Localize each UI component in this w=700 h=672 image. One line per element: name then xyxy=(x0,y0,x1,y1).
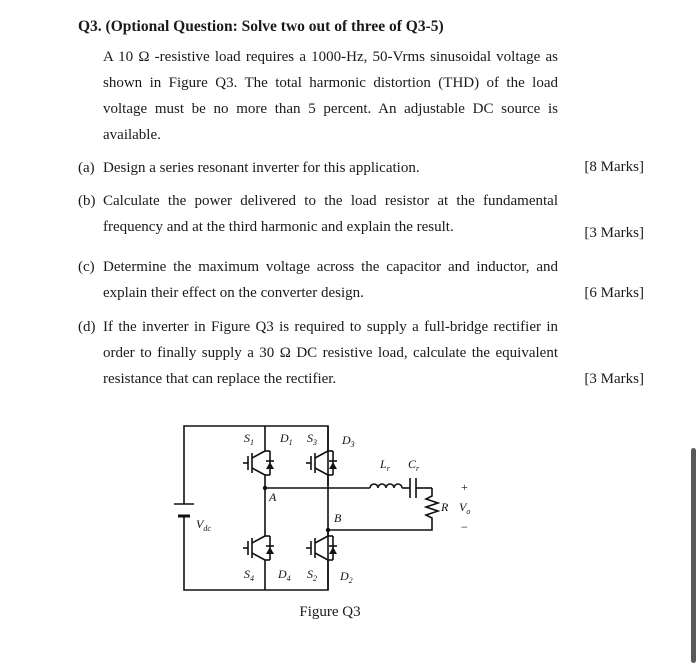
label-node-b: B xyxy=(334,511,342,525)
node-b-dot xyxy=(326,528,330,532)
label-lr: $L_r$ xyxy=(380,457,390,473)
scrollbar[interactable] xyxy=(691,448,696,663)
part-text: If the inverter in Figure Q3 is required to supply a full-bridge rectifier in order to finally supply a 30 Ω DC resistive load, calculate the equivalent resistance that can replace the rectifier. xyxy=(103,319,558,387)
part-label: (c) xyxy=(78,259,95,275)
part-a xyxy=(78,155,558,181)
marks-c: [6 Marks] xyxy=(584,285,644,301)
label-s3: $S_3$ xyxy=(307,431,317,447)
switch-s4 xyxy=(243,536,274,560)
node-a-dot xyxy=(263,486,267,490)
switch-s1 xyxy=(243,451,274,475)
part-text: Determine the maximum voltage across the capacitor and inductor, and explain their effect on the converter design. xyxy=(103,259,558,301)
question-intro: A 10 Ω -resistive load requires a 1000-Hz, 50-Vrms sinusoidal voltage as shown in Figure Q3. The total harmonic distortion (THD) of the load voltage must be no more than 5 percent. An adjustable DC source is available. xyxy=(103,49,558,143)
label-d3: $D_3$ xyxy=(342,433,355,449)
part-c xyxy=(78,254,558,306)
label-minus: − xyxy=(461,520,468,534)
part-label: (a) xyxy=(78,160,95,176)
question-title: Q3. (Optional Question: Solve two out of three of Q3-5) xyxy=(78,18,444,35)
marks-a: [8 Marks] xyxy=(584,159,644,175)
label-vo: $V_o$ xyxy=(459,500,471,516)
switch-s2 xyxy=(306,536,337,560)
label-d1: $D_1$ xyxy=(280,431,293,447)
label-d4: $D_4$ xyxy=(278,567,291,583)
label-s2: $S_2$ xyxy=(307,567,317,583)
part-d xyxy=(78,314,558,392)
part-b xyxy=(78,188,558,240)
part-label: (d) xyxy=(78,319,96,335)
marks-d: [3 Marks] xyxy=(584,371,644,387)
circuit-wires xyxy=(174,426,438,590)
label-plus: + xyxy=(461,480,468,494)
label-cr: $C_r$ xyxy=(408,457,420,473)
label-node-a: A xyxy=(269,490,277,504)
switch-s3 xyxy=(306,451,337,475)
circuit-diagram xyxy=(170,418,490,608)
label-d2: $D_2$ xyxy=(340,569,353,585)
figure-caption: Figure Q3 xyxy=(299,604,361,620)
marks-b: [3 Marks] xyxy=(584,225,644,241)
part-text: Design a series resonant inverter for this application. xyxy=(103,160,420,176)
label-r: R xyxy=(441,500,449,514)
part-label: (b) xyxy=(78,193,96,209)
label-vdc: $V_{dc}$ xyxy=(196,517,211,533)
label-s4: $S_4$ xyxy=(244,567,254,583)
part-text: Calculate the power delivered to the load resistor at the fundamental frequency and at the third harmonic and explain the result. xyxy=(103,193,558,235)
label-s1: $S_1$ xyxy=(244,431,254,447)
